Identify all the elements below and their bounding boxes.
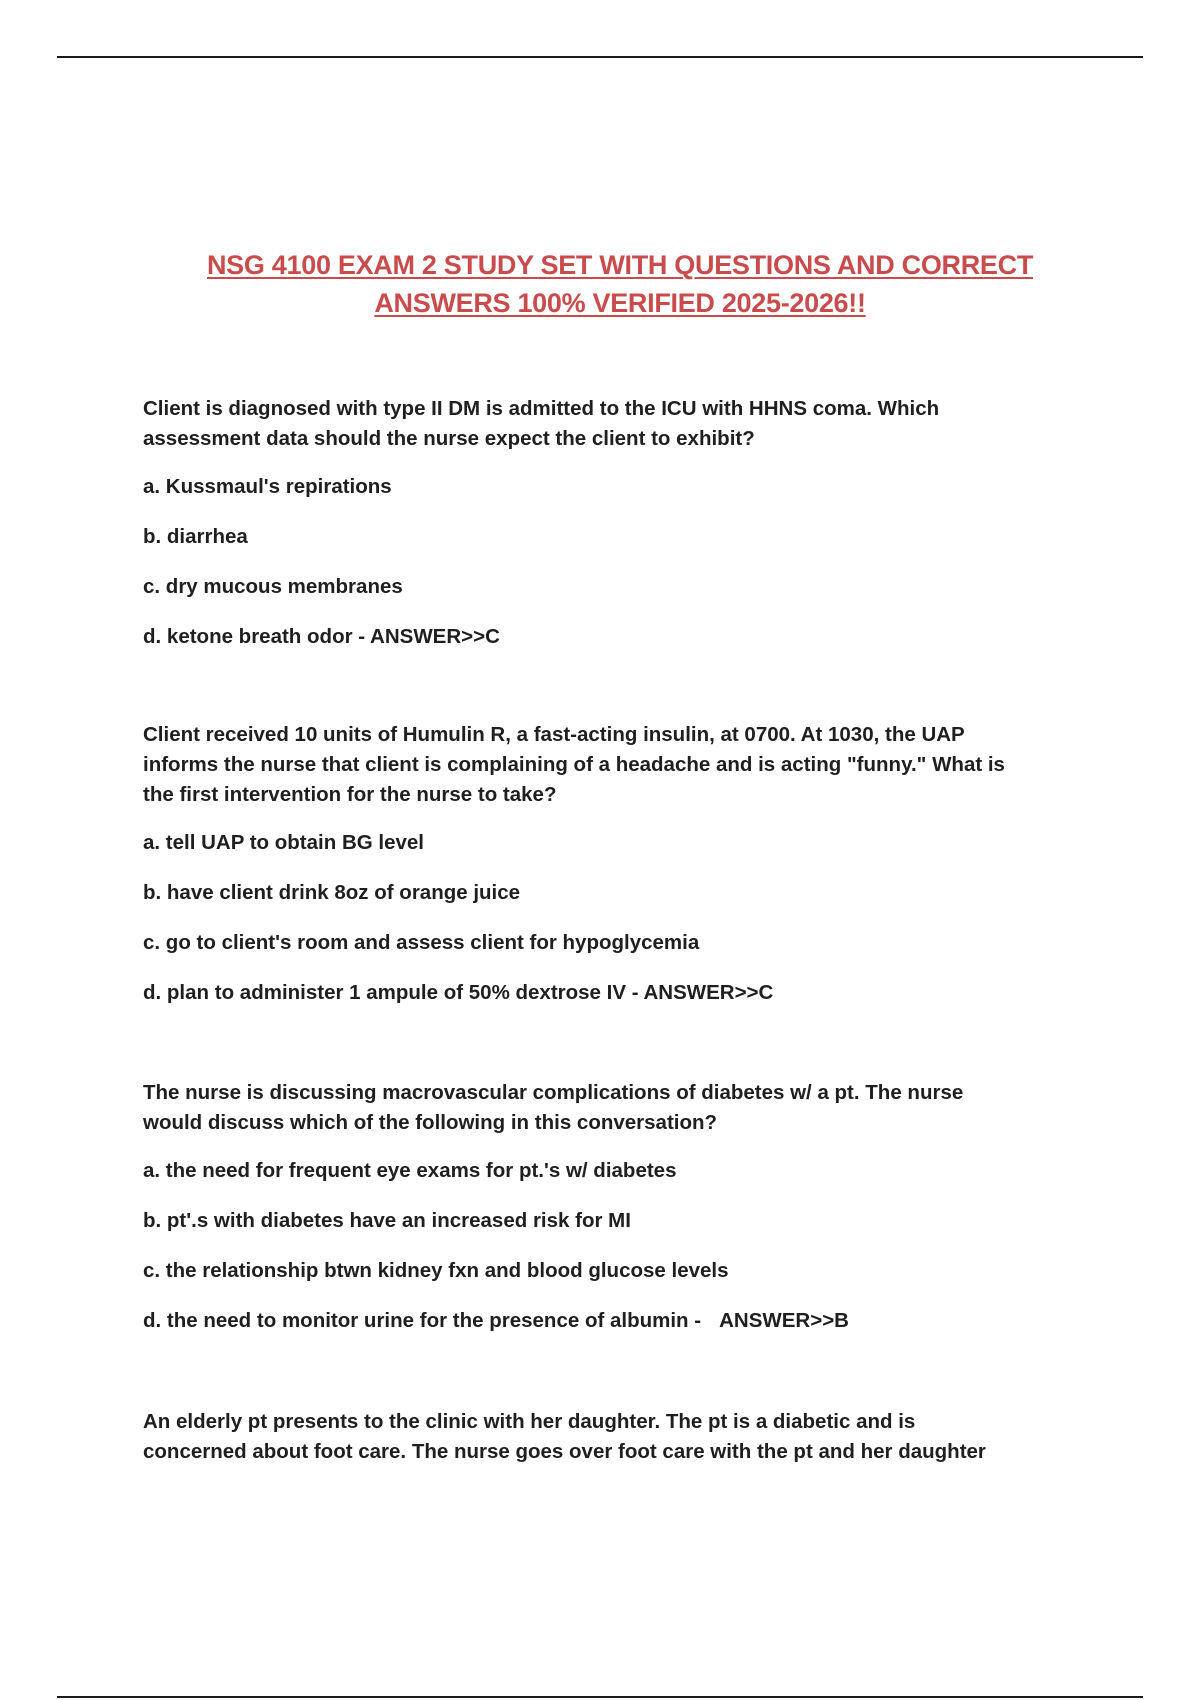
stem-line: An elderly pt presents to the clinic with her daughter. The pt is a diabetic and is [143, 1410, 916, 1433]
option-d-text: d. the need to monitor urine for the presence of albumin - [143, 1309, 702, 1332]
option-a: a. tell UAP to obtain BG level [143, 831, 424, 854]
top-rule [57, 56, 1143, 58]
question-4 [143, 1407, 1103, 1485]
stem-line: the first intervention for the nurse to take? [143, 783, 557, 806]
option-c: c. dry mucous membranes [143, 575, 403, 598]
question-stem [143, 1078, 1103, 1138]
document-title [120, 246, 1120, 322]
question-2 [143, 720, 1103, 1008]
option-b: b. pt'.s with diabetes have an increased risk for MI [143, 1209, 631, 1232]
stem-line: informs the nurse that client is complaining of a headache and is acting "funny." What is [143, 753, 1005, 776]
question-3 [143, 1078, 1103, 1336]
stem-line: concerned about foot care. The nurse goes over foot care with the pt and her daughter [143, 1440, 986, 1463]
option-b: b. have client drink 8oz of orange juice [143, 881, 521, 904]
option-a: a. the need for frequent eye exams for pt.'s w/ diabetes [143, 1159, 677, 1182]
option-c: c. the relationship btwn kidney fxn and blood glucose levels [143, 1259, 729, 1282]
answer-key: ANSWER>>B [719, 1309, 849, 1332]
option-d: d. plan to administer 1 ampule of 50% dextrose IV - ANSWER>>C [143, 981, 774, 1004]
stem-line: would discuss which of the following in this conversation? [143, 1111, 718, 1134]
question-stem [143, 720, 1103, 810]
title-line-1: NSG 4100 EXAM 2 STUDY SET WITH QUESTIONS AND CORRECT [206, 250, 1034, 280]
option-d: d. ketone breath odor - ANSWER>>C [143, 625, 500, 648]
option-a: a. Kussmaul's repirations [143, 475, 392, 498]
option-c: c. go to client's room and assess client for hypoglycemia [143, 931, 700, 954]
stem-line: Client received 10 units of Humulin R, a fast-acting insulin, at 0700. At 1030, the UAP [143, 723, 965, 746]
stem-line: Client is diagnosed with type II DM is admitted to the ICU with HHNS coma. Which [143, 397, 940, 420]
bottom-rule [57, 1696, 1143, 1698]
option-b: b. diarrhea [143, 525, 248, 548]
option-d [143, 1306, 1103, 1336]
stem-line: The nurse is discussing macrovascular complications of diabetes w/ a pt. The nurse [143, 1081, 964, 1104]
stem-line: assessment data should the nurse expect the client to exhibit? [143, 427, 755, 450]
question-stem [143, 1407, 1103, 1467]
question-stem [143, 394, 1103, 454]
question-1 [143, 394, 1103, 652]
title-line-2: ANSWERS 100% VERIFIED 2025-2026!! [374, 288, 866, 318]
